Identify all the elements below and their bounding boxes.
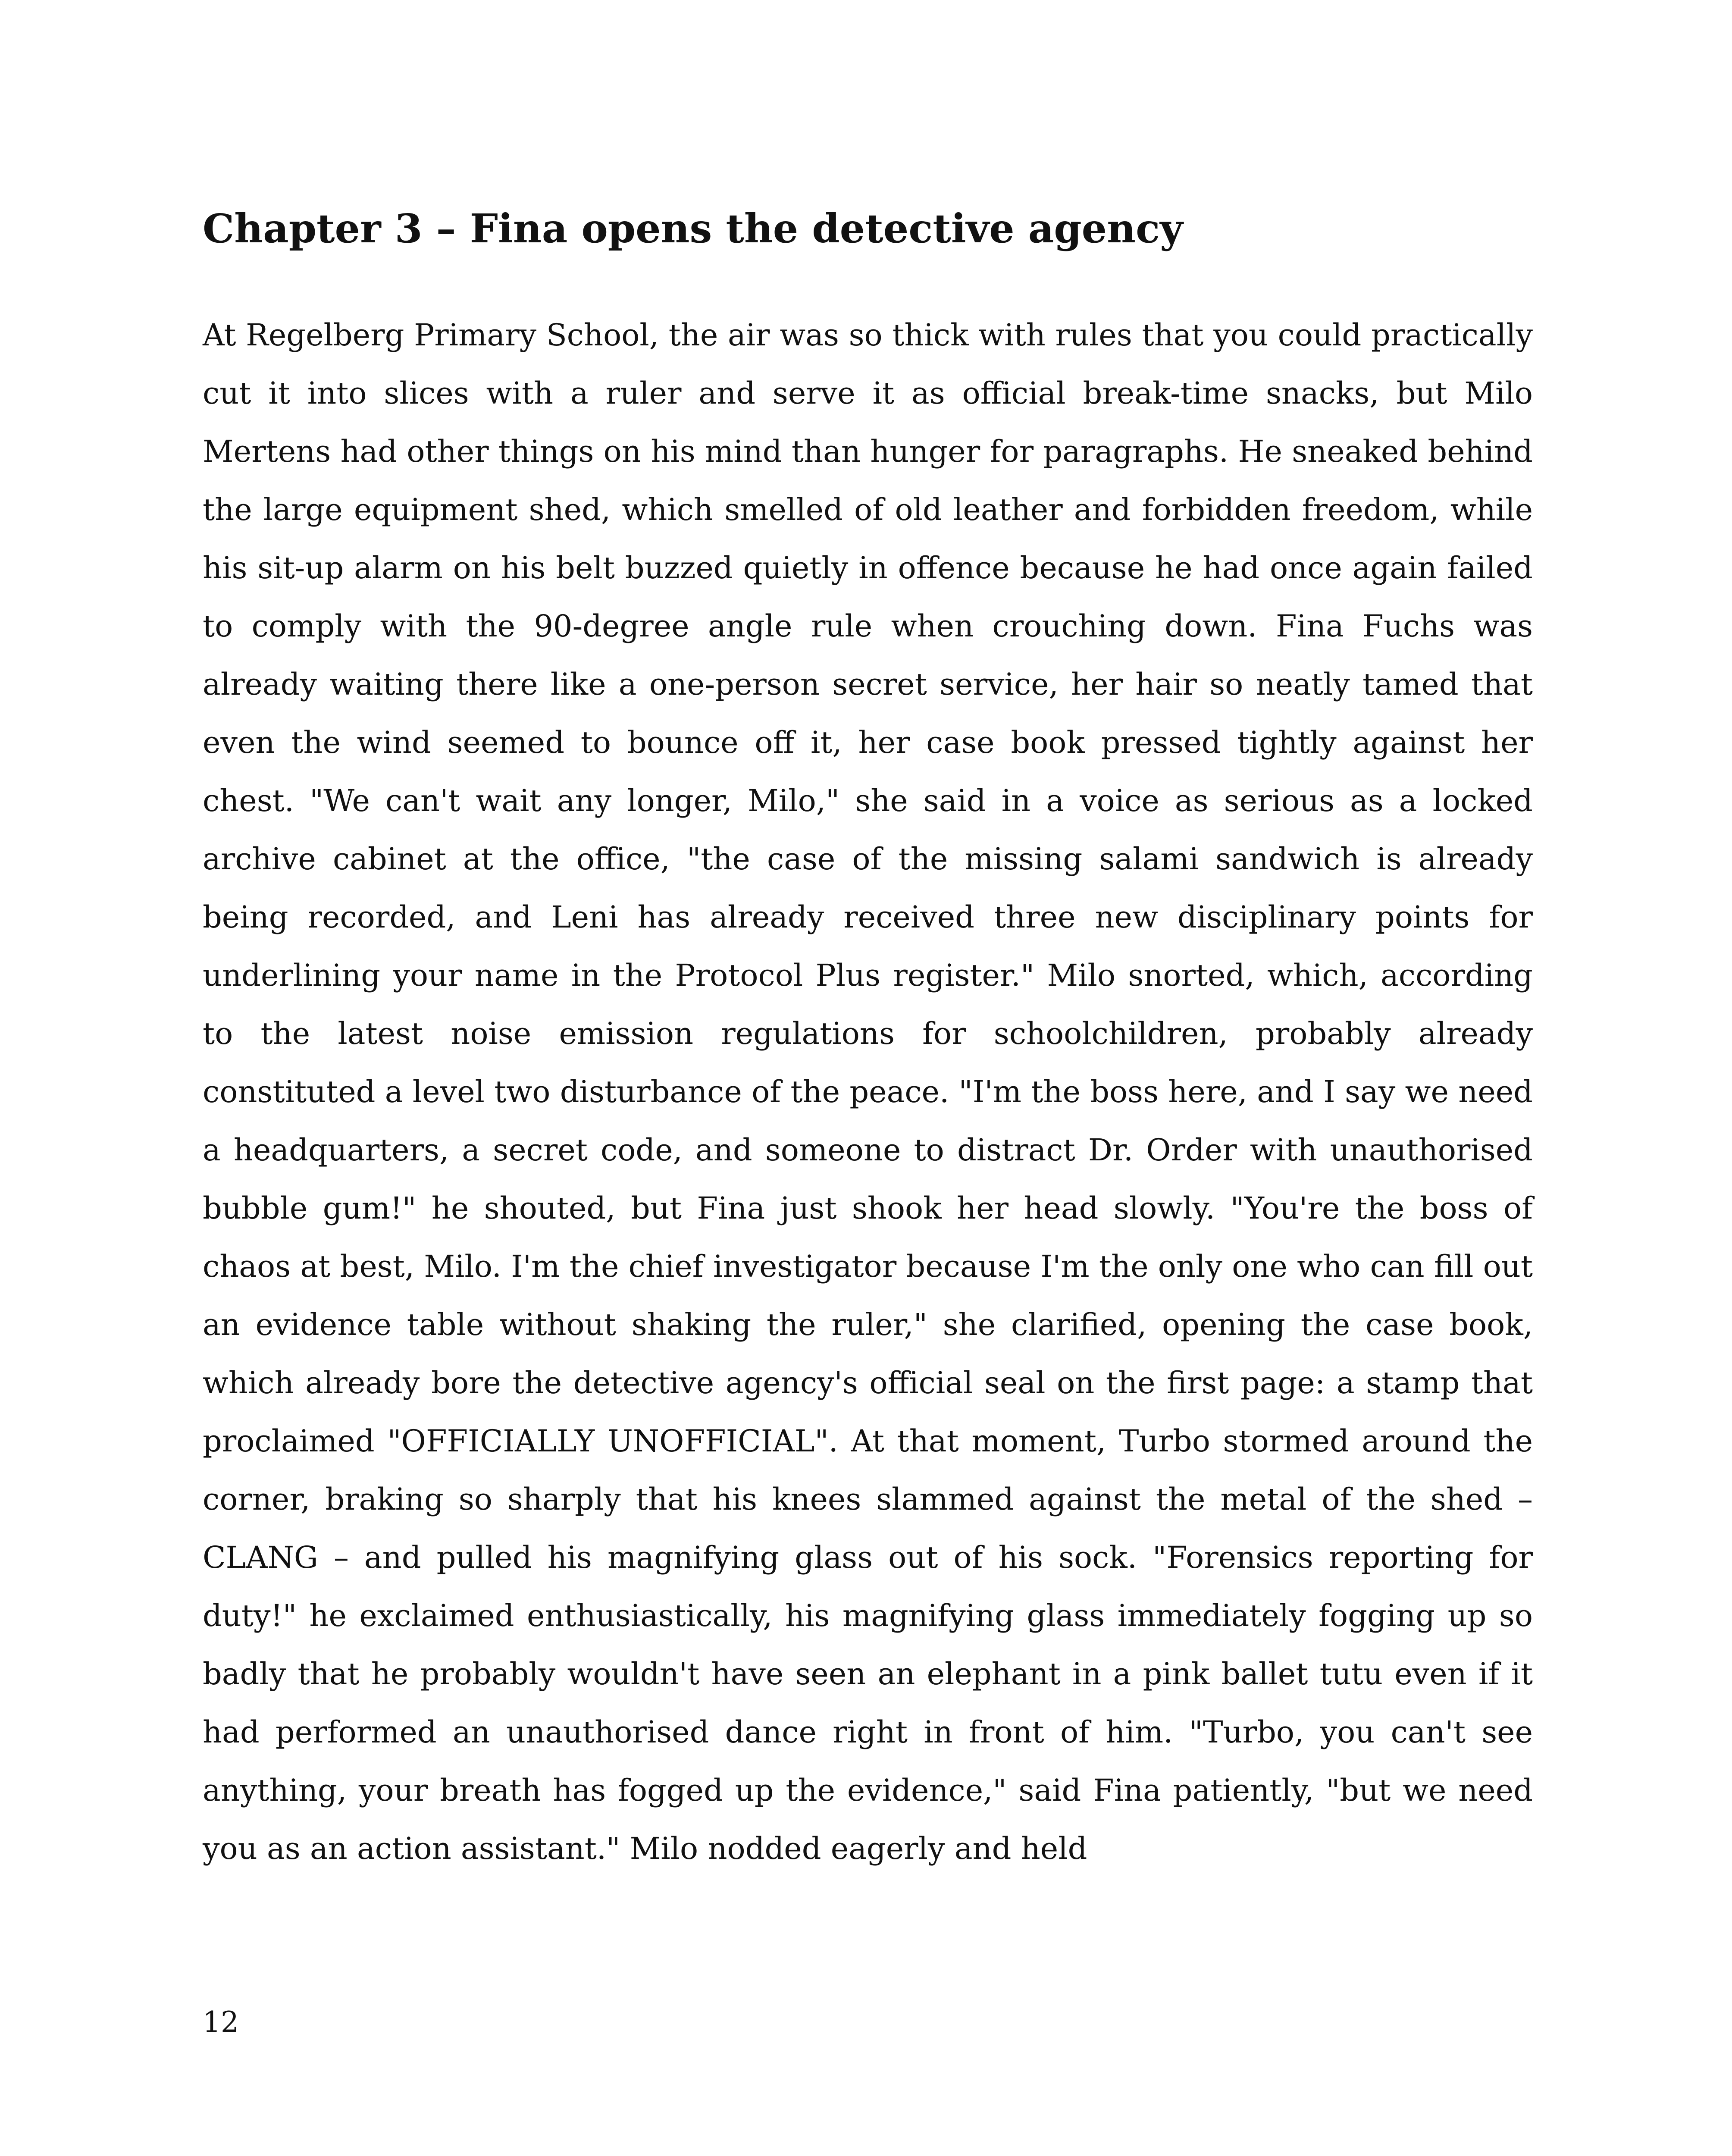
chapter-title: Chapter 3 – Fina opens the detective agency bbox=[203, 205, 1183, 252]
page-number: 12 bbox=[203, 2006, 239, 2039]
body-paragraph: At Regelberg Primary School, the air was so thick with rules that you could practically cut it into slices with a ruler and serve it as official break-time snacks, but Milo Mertens had other things on his mind than hunger for paragraphs. He sneaked behind the large equipment shed, which smelled of old leather and forbidden freedom, while his sit-up alarm on his belt buzzed quietly in offence because he had once again failed to comply with the 90-degree angle rule when crouching down. Fina Fuchs was already waiting there like a one-person secret service, her hair so neatly tamed that even the wind seemed to bounce off it, her case book pressed tightly against her chest. "We can't wait any longer, Milo," she said in a voice as serious as a locked archive cabinet at the office, "the case of the missing salami sandwich is already being recorded, and Leni has already received three new disciplinary points for underlining your name in the Protocol Plus register." Milo snorted, which, according to the latest noise emission regulations for schoolchildren, probably already constituted a level two disturbance of the peace. "I'm the boss here, and I say we need a headquarters, a secret code, and someone to distract Dr. Order with unauthorised bubble gum!" he shouted, but Fina just shook her head slowly. "You're the boss of chaos at best, Milo. I'm the chief investigator because I'm the only one who can fill out an evidence table without shaking the ruler," she clarified, opening the case book, which already bore the detective agency's official seal on the first page: a stamp that proclaimed "OFFICIALLY UNOFFICIAL". At that moment, Turbo stormed around the corner, braking so sharply that his knees slammed against the metal of the shed – CLANG – and pulled his magnifying glass out of his sock. "Forensics reporting for duty!" he exclaimed enthusiastically, his magnifying glass immediately fogging up so badly that he probably wouldn't have seen an elephant in a pink ballet tutu even if it had performed an unauthorised dance right in front of him. "Turbo, you can't see anything, your breath has fogged up the evidence," said Fina patiently, "but we need you as an action assistant." Milo nodded eagerly and held bbox=[203, 317, 1533, 1866]
